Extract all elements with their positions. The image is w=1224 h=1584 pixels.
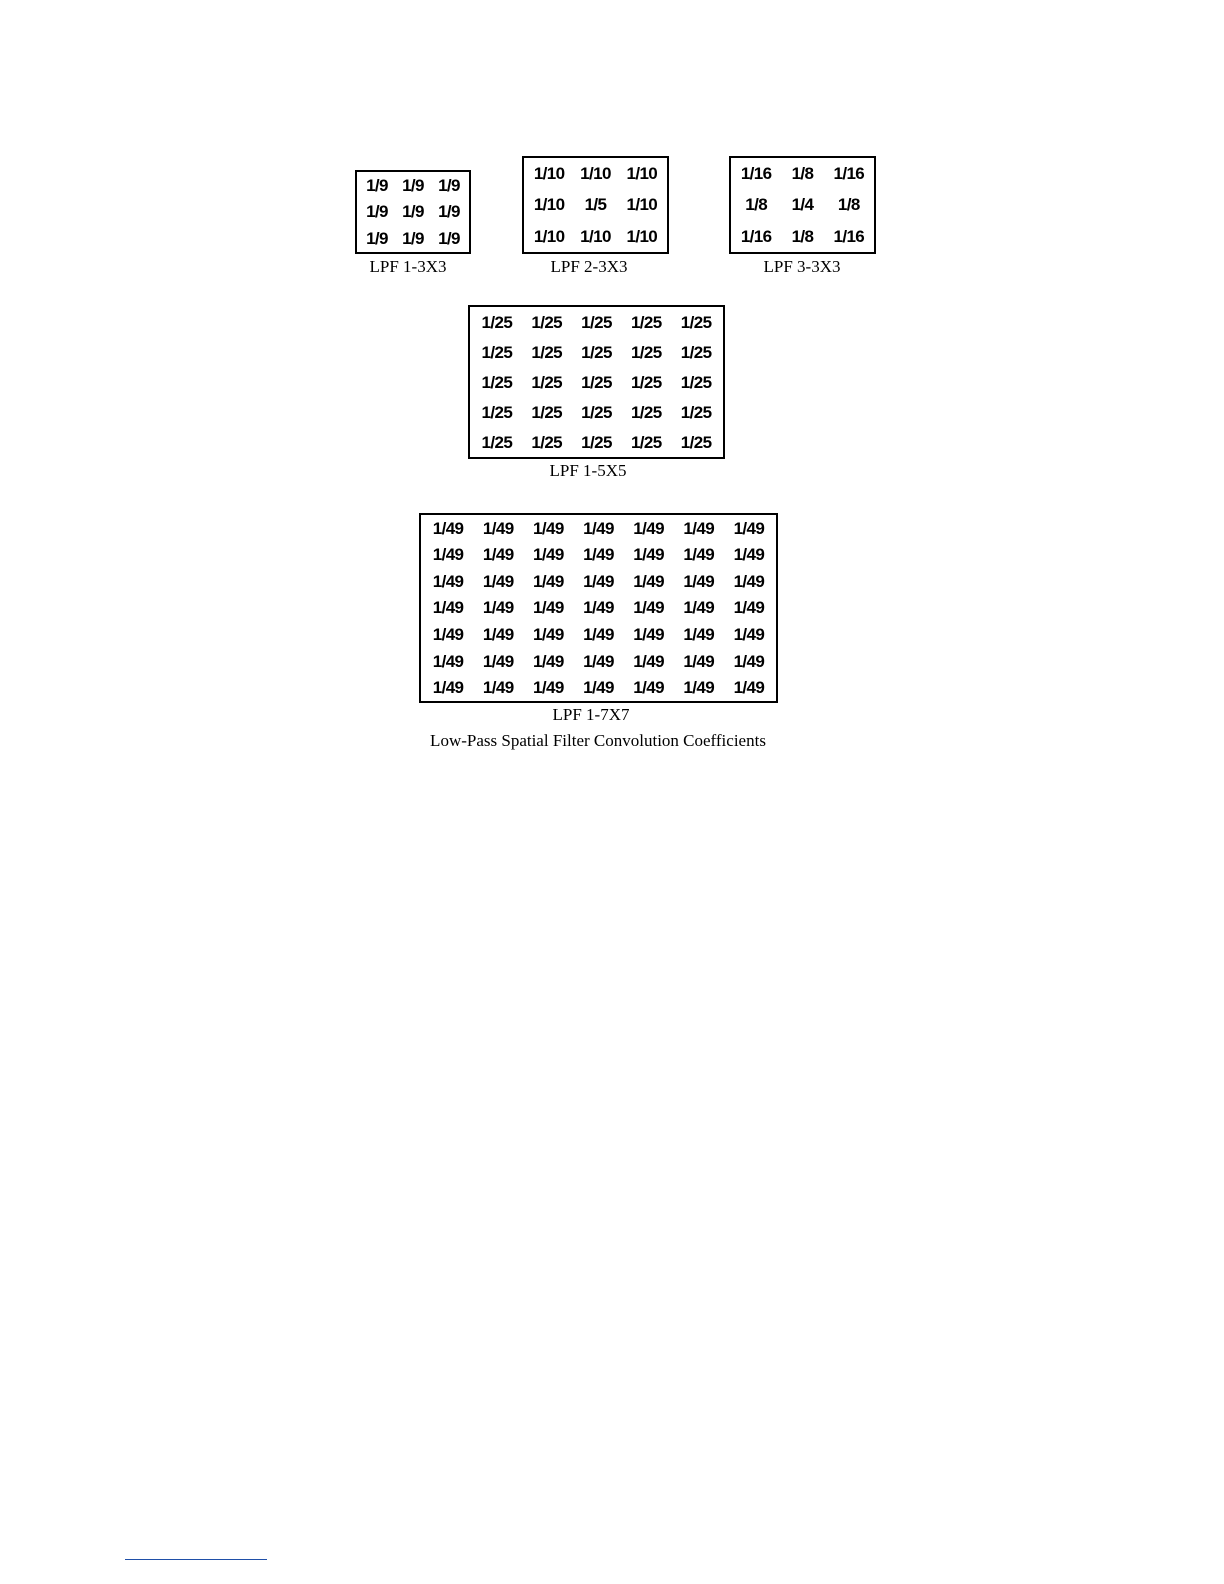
matrix-cell: 1/10 bbox=[626, 226, 658, 246]
matrix-cell: 1/49 bbox=[533, 545, 564, 565]
matrix-cell: 1/49 bbox=[683, 651, 715, 671]
matrix-cell: 1/25 bbox=[680, 402, 712, 422]
matrix-cell: 1/49 bbox=[633, 678, 664, 698]
matrix-cell: 1/25 bbox=[630, 432, 662, 452]
matrix-cell: 1/25 bbox=[680, 432, 712, 452]
matrix-cell: 1/25 bbox=[630, 312, 662, 332]
matrix-cell: 1/49 bbox=[432, 545, 464, 565]
matrix-cell: 1/49 bbox=[633, 571, 664, 591]
matrix-cell: 1/9 bbox=[402, 229, 424, 249]
matrix-cell: 1/49 bbox=[733, 545, 765, 565]
matrix-cell: 1/49 bbox=[633, 545, 664, 565]
filter-matrix-lpf3-3x3 bbox=[729, 156, 876, 254]
matrix-cell: 1/25 bbox=[531, 342, 563, 362]
matrix-cell: 1/49 bbox=[533, 625, 564, 645]
matrix-cell: 1/49 bbox=[583, 625, 614, 645]
matrix-cell: 1/49 bbox=[733, 651, 765, 671]
matrix-cell: 1/25 bbox=[581, 312, 612, 332]
matrix-cell: 1/16 bbox=[740, 164, 772, 184]
filter-caption-lpf2-3x3: LPF 2-3X3 bbox=[550, 257, 628, 276]
matrix-cell: 1/25 bbox=[630, 402, 662, 422]
matrix-cell: 1/49 bbox=[482, 651, 514, 671]
matrix-cell: 1/16 bbox=[833, 164, 865, 184]
matrix-cell: 1/9 bbox=[402, 202, 424, 222]
matrix-cell: 1/49 bbox=[533, 598, 564, 618]
matrix-cell: 1/49 bbox=[482, 678, 514, 698]
matrix-cell: 1/49 bbox=[583, 571, 614, 591]
matrix-cell: 1/49 bbox=[432, 625, 464, 645]
filter-caption-lpf1-3x3: LPF 1-3X3 bbox=[369, 257, 447, 276]
matrix-cell: 1/16 bbox=[740, 226, 772, 246]
matrix-cell: 1/25 bbox=[630, 372, 662, 392]
matrix-cell: 1/25 bbox=[481, 312, 513, 332]
matrix-cell: 1/10 bbox=[580, 226, 611, 246]
matrix-cell: 1/49 bbox=[583, 518, 614, 538]
matrix-cell: 1/9 bbox=[438, 175, 460, 195]
matrix-cell: 1/49 bbox=[733, 518, 765, 538]
matrix-cell: 1/25 bbox=[531, 402, 563, 422]
filter-matrix-lpf1-7x7 bbox=[419, 513, 778, 703]
matrix-cell: 1/9 bbox=[366, 175, 388, 195]
matrix-cell: 1/49 bbox=[633, 518, 664, 538]
matrix-cell: 1/10 bbox=[626, 164, 658, 184]
matrix-cell: 1/49 bbox=[583, 545, 614, 565]
matrix-cell: 1/8 bbox=[791, 164, 814, 184]
matrix-cell: 1/9 bbox=[438, 229, 460, 249]
matrix-cell: 1/8 bbox=[791, 226, 814, 246]
matrix-cell: 1/49 bbox=[482, 545, 514, 565]
matrix-cell: 1/49 bbox=[683, 598, 715, 618]
matrix-cell: 1/25 bbox=[481, 432, 513, 452]
matrix-cell: 1/9 bbox=[366, 229, 388, 249]
matrix-cell: 1/49 bbox=[482, 598, 514, 618]
filter-matrix-lpf2-3x3 bbox=[522, 156, 669, 254]
matrix-cell: 1/25 bbox=[680, 372, 712, 392]
matrix-cell: 1/25 bbox=[581, 342, 612, 362]
matrix-cell: 1/49 bbox=[633, 598, 664, 618]
matrix-cell: 1/10 bbox=[626, 195, 658, 215]
matrix-cell: 1/4 bbox=[791, 195, 814, 215]
matrix-cell: 1/49 bbox=[633, 625, 664, 645]
matrix-cell: 1/49 bbox=[733, 625, 765, 645]
footnote-separator bbox=[125, 1559, 267, 1560]
matrix-cell: 1/49 bbox=[533, 678, 564, 698]
matrix-cell: 1/25 bbox=[531, 432, 563, 452]
matrix-cell: 1/25 bbox=[630, 342, 662, 362]
matrix-cell: 1/25 bbox=[531, 372, 563, 392]
filter-caption-lpf1-7x7: LPF 1-7X7 bbox=[552, 705, 630, 724]
matrix-cell: 1/25 bbox=[581, 372, 612, 392]
figure-title: Low-Pass Spatial Filter Convolution Coefficients bbox=[430, 731, 766, 750]
matrix-cell: 1/49 bbox=[683, 678, 715, 698]
matrix-cell: 1/10 bbox=[533, 164, 565, 184]
matrix-cell: 1/25 bbox=[531, 312, 563, 332]
filter-matrix-lpf1-3x3 bbox=[355, 170, 471, 254]
matrix-cell: 1/49 bbox=[432, 651, 464, 671]
matrix-cell: 1/25 bbox=[680, 342, 712, 362]
filter-matrix-lpf1-5x5 bbox=[468, 305, 725, 459]
matrix-cell: 1/9 bbox=[438, 202, 460, 222]
matrix-cell: 1/49 bbox=[432, 598, 464, 618]
matrix-cell: 1/49 bbox=[583, 678, 614, 698]
matrix-cell: 1/25 bbox=[481, 402, 513, 422]
matrix-cell: 1/49 bbox=[432, 571, 464, 591]
matrix-cell: 1/49 bbox=[432, 518, 464, 538]
matrix-cell: 1/9 bbox=[402, 175, 424, 195]
matrix-cell: 1/25 bbox=[680, 312, 712, 332]
matrix-cell: 1/9 bbox=[366, 202, 388, 222]
matrix-cell: 1/49 bbox=[482, 625, 514, 645]
matrix-cell: 1/49 bbox=[733, 598, 765, 618]
matrix-cell: 1/49 bbox=[533, 518, 564, 538]
matrix-cell: 1/49 bbox=[583, 598, 614, 618]
matrix-cell: 1/25 bbox=[481, 342, 513, 362]
matrix-cell: 1/8 bbox=[745, 195, 768, 215]
matrix-cell: 1/49 bbox=[683, 571, 715, 591]
matrix-cell: 1/49 bbox=[683, 545, 715, 565]
filter-caption-lpf3-3x3: LPF 3-3X3 bbox=[763, 257, 841, 276]
matrix-cell: 1/49 bbox=[633, 651, 664, 671]
matrix-cell: 1/10 bbox=[533, 226, 565, 246]
matrix-cell: 1/8 bbox=[837, 195, 860, 215]
matrix-cell: 1/16 bbox=[833, 226, 865, 246]
matrix-cell: 1/5 bbox=[584, 195, 607, 215]
matrix-cell: 1/25 bbox=[581, 402, 612, 422]
matrix-cell: 1/25 bbox=[581, 432, 612, 452]
matrix-cell: 1/49 bbox=[683, 518, 715, 538]
matrix-cell: 1/49 bbox=[733, 571, 765, 591]
filter-caption-lpf1-5x5: LPF 1-5X5 bbox=[549, 461, 627, 480]
matrix-cell: 1/49 bbox=[583, 651, 614, 671]
matrix-cell: 1/49 bbox=[533, 571, 564, 591]
matrix-cell: 1/25 bbox=[481, 372, 513, 392]
matrix-cell: 1/49 bbox=[533, 651, 564, 671]
matrix-cell: 1/49 bbox=[482, 571, 514, 591]
matrix-cell: 1/49 bbox=[432, 678, 464, 698]
matrix-cell: 1/49 bbox=[683, 625, 715, 645]
matrix-cell: 1/49 bbox=[733, 678, 765, 698]
matrix-cell: 1/49 bbox=[482, 518, 514, 538]
matrix-cell: 1/10 bbox=[533, 195, 565, 215]
matrix-cell: 1/10 bbox=[580, 164, 611, 184]
